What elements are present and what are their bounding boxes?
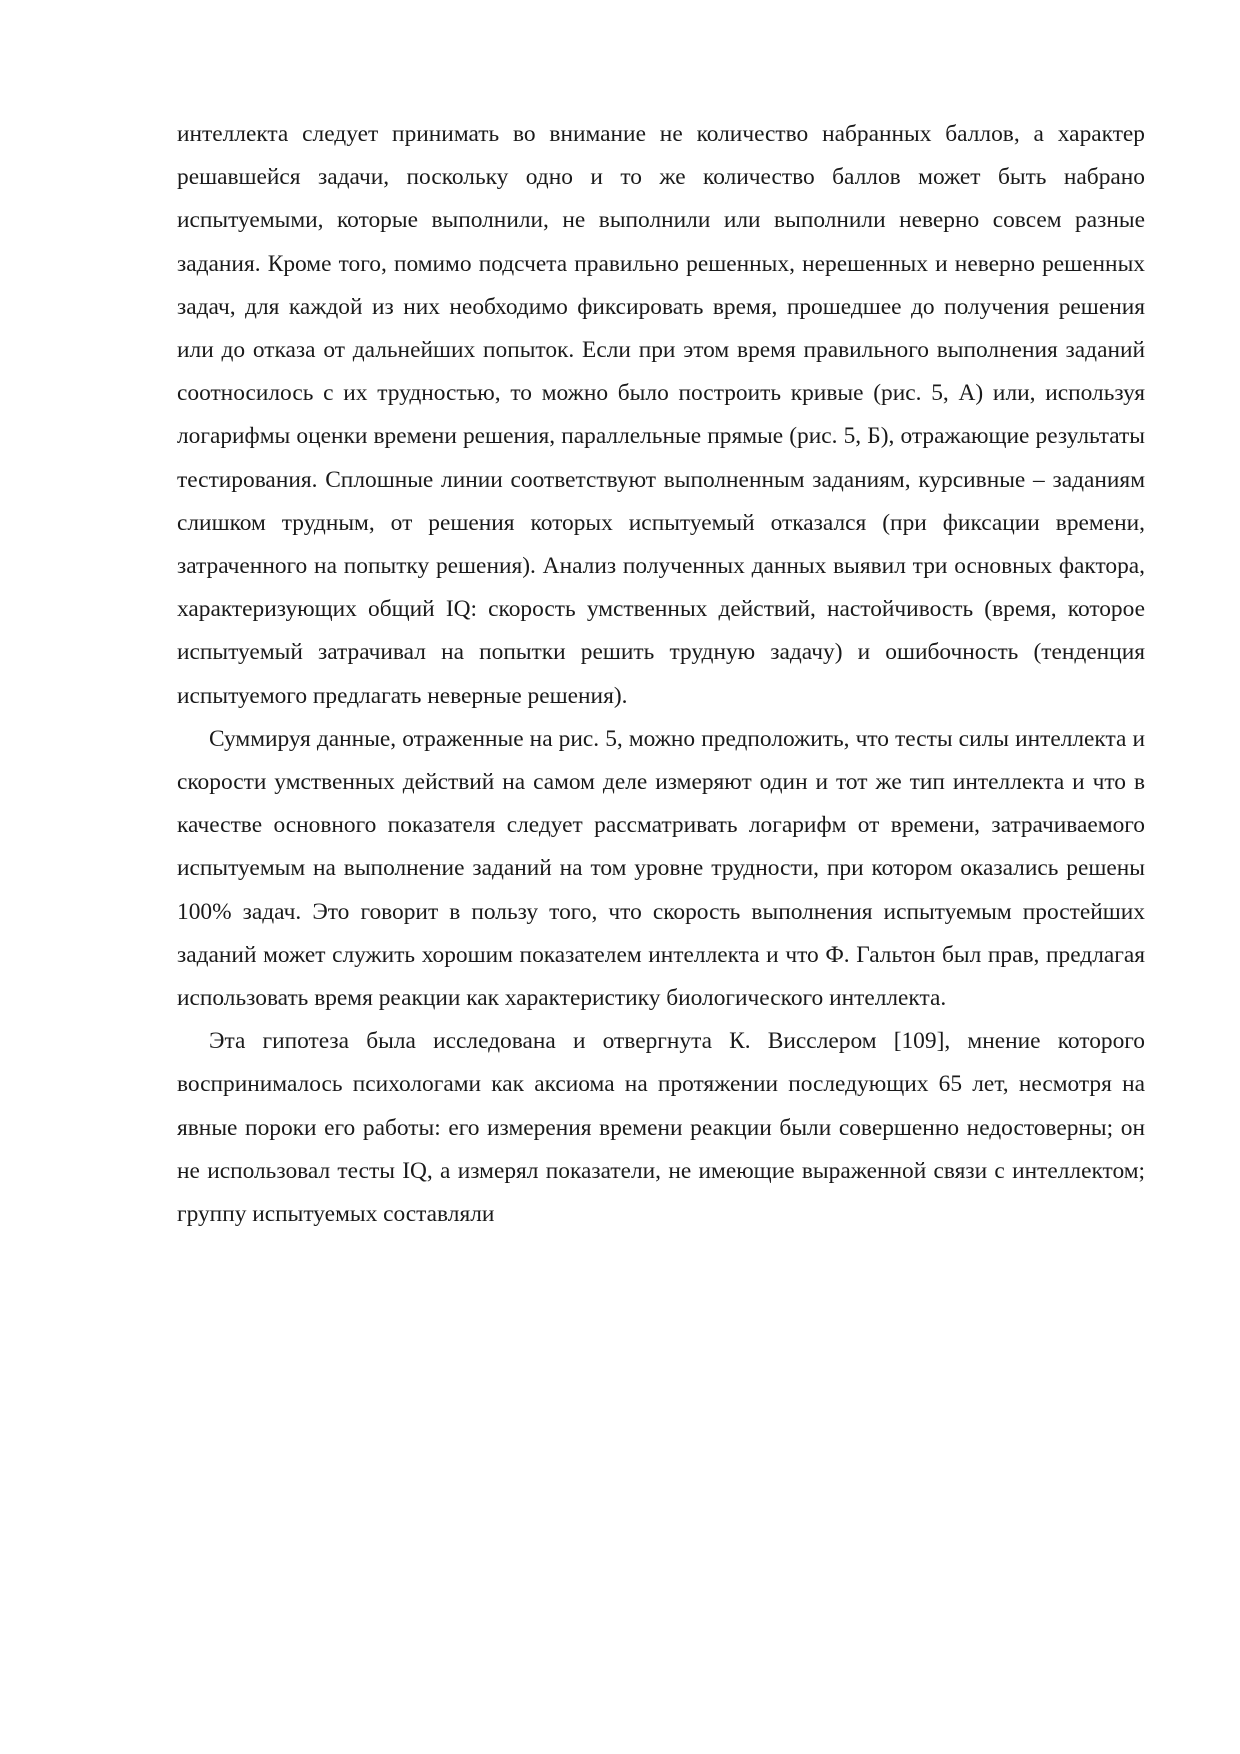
paragraph-2: Суммируя данные, отраженные на рис. 5, можно предположить, что тесты силы интеллекта и скорости умственных действий на самом деле измеряют один и тот же тип интеллекта и что в качестве основного показателя следует рассматривать логарифм от времени, затрачиваемого испытуемым на выполнение заданий на том уровне трудности, при котором оказались решены 100% задач. Это говорит в пользу того, что скорость выполнения испытуемым простейших заданий может служить хорошим показателем интеллекта и что Ф. Гальтон был прав, предлагая использовать время реакции как характеристику биологического интеллекта. <box>177 725 1145 1012</box>
paragraph-3: Эта гипотеза была исследована и отвергнута К. Висслером [109], мнение которого воспринималось психологами как аксиома на протяжении последующих 65 лет, несмотря на явные пороки его работы: его измерения времени реакции были совершенно недостоверны; он не использовал тесты IQ, а измерял показатели, не имеющие выраженной связи с интеллектом; группу испытуемых составляли <box>177 1028 1145 1228</box>
paragraph-1: интеллекта следует принимать во внимание не количество набранных баллов, а характер решавшейся задачи, поскольку одно и то же количество баллов может быть набрано испытуемыми, которые выполнили, не выполнили или выполнили неверно совсем разные задания. Кроме того, помимо подсчета правильно решенных, нерешенных и неверно решенных задач, для каждой из них необходимо фиксировать время, прошедшее до получения решения или до отказа от дальнейших попыток. Если при этом время правильного выполнения заданий соотносилось с их трудностью, то можно было построить кривые (рис. 5, А) или, используя логарифмы оценки времени решения, параллельные прямые (рис. 5, Б), отражающие результаты тестирования. Сплошные линии соответствуют выполненным заданиям, курсивные – заданиям слишком трудным, от решения которых испытуемый отказался (при фиксации времени, затраченного на попытку решения). Анализ полученных данных выявил три основных фактора, характеризующих общий IQ: скорость умственных действий, настойчивость (время, которое испытуемый затрачивал на попытки решить трудную задачу) и ошибочность (тенденция испытуемого предлагать неверные решения). <box>177 121 1145 709</box>
body-text <box>177 113 1145 1236</box>
